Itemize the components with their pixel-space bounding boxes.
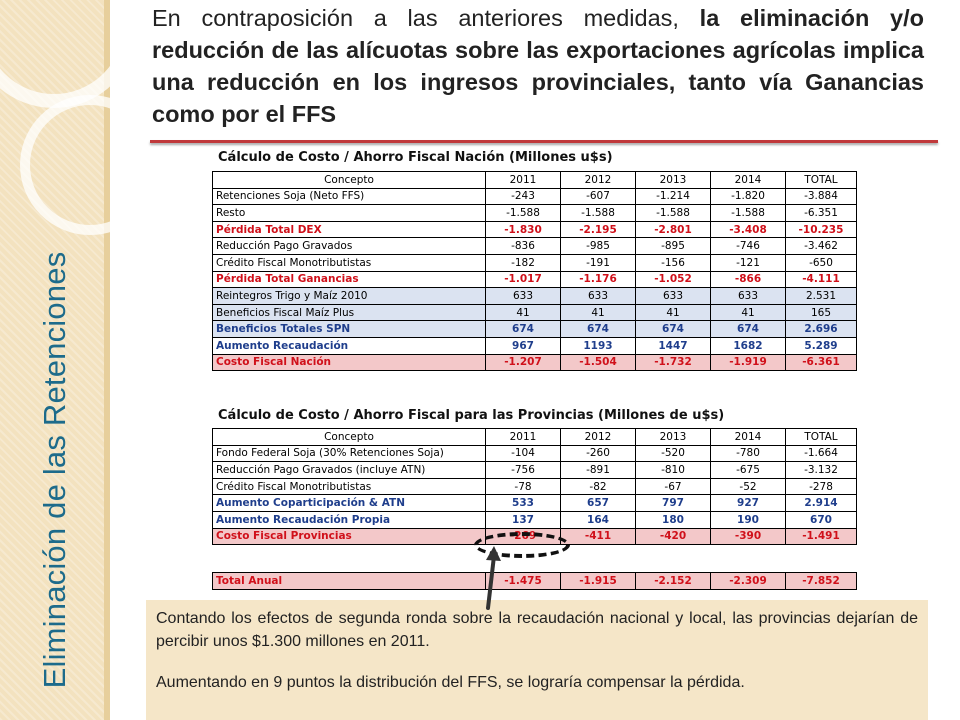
cell-2012: 633: [561, 288, 636, 305]
heading-underline: [150, 140, 938, 143]
col-header: 2014: [711, 172, 786, 189]
cell-2011: -78: [486, 478, 561, 495]
table-provincias: [212, 428, 857, 545]
table-row: [213, 254, 857, 271]
cell-2012: -411: [561, 528, 636, 545]
table-row: [213, 354, 857, 371]
cell-2012: -2.195: [561, 221, 636, 238]
cell-2013: -1.214: [636, 188, 711, 205]
cell-2012: 41: [561, 304, 636, 321]
table-row: [213, 304, 857, 321]
col-header: 2013: [636, 429, 711, 446]
table-row: [213, 271, 857, 288]
table-nacion: [212, 171, 857, 371]
table-row: [213, 511, 857, 528]
cell-total: 165: [786, 304, 857, 321]
cell-2014: 674: [711, 321, 786, 338]
row-label: Crédito Fiscal Monotributistas: [213, 478, 486, 495]
table-row: [213, 188, 857, 205]
cell-2012: -985: [561, 238, 636, 255]
row-label: Beneficios Totales SPN: [213, 321, 486, 338]
decorative-ring-top: [0, 0, 138, 108]
cell-total: -6.361: [786, 354, 857, 371]
cell-2013: 1447: [636, 337, 711, 354]
col-header: TOTAL: [786, 172, 857, 189]
callout-note: [146, 600, 928, 720]
cell-2014: -52: [711, 478, 786, 495]
row-label: Fondo Federal Soja (30% Retenciones Soja): [213, 445, 486, 462]
row-label: Reducción Pago Gravados: [213, 238, 486, 255]
cell-2011: 533: [486, 495, 561, 512]
table-row: [213, 288, 857, 305]
cell-total: -3.884: [786, 188, 857, 205]
row-label: Aumento Recaudación Propia: [213, 511, 486, 528]
row-label: Costo Fiscal Provincias: [213, 528, 486, 545]
cell-2013: -810: [636, 462, 711, 479]
side-title: Eliminación de las Retenciones: [37, 251, 72, 689]
cell-2013: -2.801: [636, 221, 711, 238]
cell-2011: 633: [486, 288, 561, 305]
cell-2014: -746: [711, 238, 786, 255]
note-paragraph-1: Contando los efectos de segunda ronda sobre la recaudación nacional y local, las provincias dejarían de percibir unos $1.300 millones en 2011.: [156, 610, 918, 650]
cell-total: -1.664: [786, 445, 857, 462]
row-label: Costo Fiscal Nación: [213, 354, 486, 371]
cell-2014: -866: [711, 271, 786, 288]
cell-2014: -2.309: [711, 573, 786, 590]
cell-2012: -1.504: [561, 354, 636, 371]
table-row: [213, 238, 857, 255]
col-header: 2011: [486, 172, 561, 189]
cell-total: -278: [786, 478, 857, 495]
cell-2013: 41: [636, 304, 711, 321]
cell-2011: 967: [486, 337, 561, 354]
cell-2013: -1.052: [636, 271, 711, 288]
col-header: 2012: [561, 172, 636, 189]
cell-2011: -1.588: [486, 205, 561, 222]
cell-2011: -1.830: [486, 221, 561, 238]
cell-2013: -1.732: [636, 354, 711, 371]
col-header: Concepto: [213, 429, 486, 446]
row-label: Retenciones Soja (Neto FFS): [213, 188, 486, 205]
cell-2011: -1.475: [486, 573, 561, 590]
cell-2014: 190: [711, 511, 786, 528]
cell-total: -7.852: [786, 573, 857, 590]
cell-2012: 164: [561, 511, 636, 528]
cell-2011: -1.207: [486, 354, 561, 371]
table-row: [213, 321, 857, 338]
cell-2012: -1.915: [561, 573, 636, 590]
cell-2014: -390: [711, 528, 786, 545]
table-row: [213, 462, 857, 479]
table-provincias-title: Cálculo de Costo / Ahorro Fiscal para las Provincias (Millones de u$s): [218, 408, 725, 423]
row-label: Reducción Pago Gravados (incluye ATN): [213, 462, 486, 479]
cell-2012: 674: [561, 321, 636, 338]
cell-2014: -121: [711, 254, 786, 271]
row-label: Crédito Fiscal Monotributistas: [213, 254, 486, 271]
cell-total: 2.696: [786, 321, 857, 338]
cell-2014: -675: [711, 462, 786, 479]
row-label: Pérdida Total Ganancias: [213, 271, 486, 288]
heading-bold-text: la eliminación y/o reducción de las alícuotas sobre las exportaciones agrícolas implica una reducción en los ingresos provinciales, tanto vía Ganancias como por el: [152, 5, 924, 127]
cell-total: 670: [786, 511, 857, 528]
cell-2011: 41: [486, 304, 561, 321]
cell-2014: -3.408: [711, 221, 786, 238]
cell-2014: 633: [711, 288, 786, 305]
table-row: [213, 573, 857, 590]
cell-2011: -243: [486, 188, 561, 205]
cell-2013: 674: [636, 321, 711, 338]
cell-2013: -895: [636, 238, 711, 255]
row-label: Aumento Coparticipación & ATN: [213, 495, 486, 512]
col-header: 2014: [711, 429, 786, 446]
cell-2014: -1.919: [711, 354, 786, 371]
cell-2012: -260: [561, 445, 636, 462]
cell-2013: -1.588: [636, 205, 711, 222]
slide-heading: [152, 2, 924, 130]
cell-2011: 137: [486, 511, 561, 528]
cell-total: 2.914: [786, 495, 857, 512]
cell-2014: 1682: [711, 337, 786, 354]
cell-total: 2.531: [786, 288, 857, 305]
cell-total: -3.132: [786, 462, 857, 479]
cell-2011: -269: [486, 528, 561, 545]
row-label: Reintegros Trigo y Maíz 2010: [213, 288, 486, 305]
cell-2012: -82: [561, 478, 636, 495]
cell-2012: -607: [561, 188, 636, 205]
table-header-row: [213, 172, 857, 189]
cell-2013: -156: [636, 254, 711, 271]
cell-total: -1.491: [786, 528, 857, 545]
cell-total: -650: [786, 254, 857, 271]
cell-2011: -182: [486, 254, 561, 271]
table-row: [213, 205, 857, 222]
cell-total: -4.111: [786, 271, 857, 288]
table-row: [213, 495, 857, 512]
cell-2014: -1.588: [711, 205, 786, 222]
col-header: TOTAL: [786, 429, 857, 446]
col-header: 2013: [636, 172, 711, 189]
table-nacion-title: Cálculo de Costo / Ahorro Fiscal Nación (Millones u$s): [218, 150, 613, 165]
cell-2014: 41: [711, 304, 786, 321]
cell-2011: 674: [486, 321, 561, 338]
cell-2012: -191: [561, 254, 636, 271]
table-row: [213, 445, 857, 462]
decorative-ring-middle: [20, 95, 160, 235]
cell-2011: -756: [486, 462, 561, 479]
row-label: Resto: [213, 205, 486, 222]
cell-2013: -420: [636, 528, 711, 545]
col-header: 2011: [486, 429, 561, 446]
cell-2014: -780: [711, 445, 786, 462]
cell-2014: -1.820: [711, 188, 786, 205]
cell-2012: -1.176: [561, 271, 636, 288]
col-header: Concepto: [213, 172, 486, 189]
cell-total: -3.462: [786, 238, 857, 255]
cell-total: 5.289: [786, 337, 857, 354]
note-paragraph-2: Aumentando en 9 puntos la distribución del FFS, se lograría compensar la pérdida.: [156, 674, 745, 691]
pointer-arrow-icon: [470, 540, 520, 620]
table-row: [213, 221, 857, 238]
row-label: Total Anual: [213, 573, 486, 590]
cell-2013: -520: [636, 445, 711, 462]
row-label: Pérdida Total DEX: [213, 221, 486, 238]
cell-2013: -67: [636, 478, 711, 495]
cell-2013: 797: [636, 495, 711, 512]
cell-2012: 657: [561, 495, 636, 512]
cell-2011: -836: [486, 238, 561, 255]
cell-2011: -1.017: [486, 271, 561, 288]
cell-2012: -1.588: [561, 205, 636, 222]
table-row: [213, 337, 857, 354]
table-row: [213, 478, 857, 495]
cell-2013: 180: [636, 511, 711, 528]
row-label: Aumento Recaudación: [213, 337, 486, 354]
row-label: Beneficios Fiscal Maíz Plus: [213, 304, 486, 321]
cell-2012: -891: [561, 462, 636, 479]
cell-2013: 633: [636, 288, 711, 305]
cell-2014: 927: [711, 495, 786, 512]
cell-total: -6.351: [786, 205, 857, 222]
cell-2011: -104: [486, 445, 561, 462]
table-total-anual: [212, 572, 857, 590]
cell-total: -10.235: [786, 221, 857, 238]
heading-bold-ffs: FFS: [291, 101, 337, 127]
cell-2013: -2.152: [636, 573, 711, 590]
cell-2012: 1193: [561, 337, 636, 354]
col-header: 2012: [561, 429, 636, 446]
table-header-row: [213, 429, 857, 446]
heading-normal-text: En contraposición a las anteriores medidas,: [152, 5, 700, 31]
